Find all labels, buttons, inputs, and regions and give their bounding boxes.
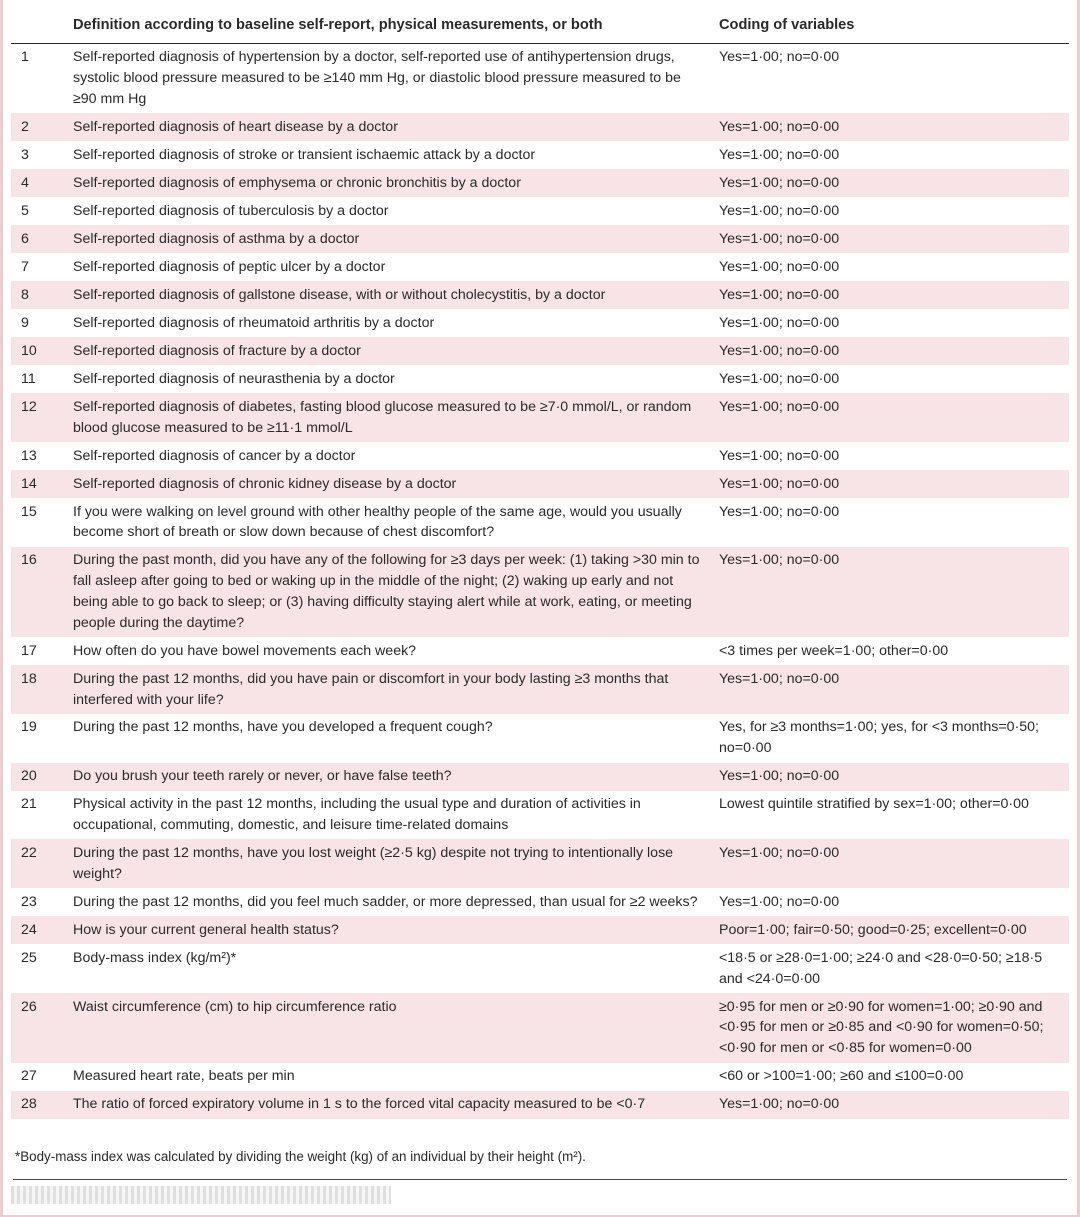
row-coding: Lowest quintile stratified by sex=1·00; other=0·00	[719, 796, 1029, 813]
row-definition: Self-reported diagnosis of gallstone disease, with or without cholecystitis, by a doctor	[67, 281, 713, 309]
row-number: 8	[11, 281, 67, 309]
row-number: 17	[21, 642, 37, 659]
row-definition: Self-reported diagnosis of diabetes, fasting blood glucose measured to be ≥7·0 mmol/L, or random blood glucose measured to be ≥11·1 mmol/L	[67, 393, 713, 442]
table-row	[11, 225, 1069, 253]
table-row	[11, 442, 1069, 470]
row-coding: Yes=1·00; no=0·00	[719, 314, 840, 331]
row-coding: Yes=1·00; no=0·00	[719, 370, 840, 387]
row-number: 23	[21, 893, 37, 910]
row-definition: How often do you have bowel movements each week?	[73, 642, 417, 659]
row-number: 15	[21, 503, 37, 520]
table-row	[11, 281, 1069, 309]
table-row	[11, 916, 1069, 944]
row-coding: <60 or >100=1·00; ≥60 and ≤100=0·00	[719, 1068, 964, 1085]
row-coding: Yes=1·00; no=0·00	[719, 503, 840, 520]
row-coding: Yes=1·00; no=0·00	[719, 146, 840, 163]
row-coding: Yes=1·00; no=0·00	[713, 281, 1069, 309]
row-number: 6	[11, 225, 67, 253]
row-number: 18	[11, 665, 67, 714]
row-definition: Self-reported diagnosis of heart disease by a doctor	[67, 113, 713, 141]
row-number: 26	[11, 993, 67, 1063]
row-number: 9	[21, 314, 29, 331]
row-coding: Yes=1·00; no=0·00	[719, 258, 840, 275]
row-number: 7	[21, 258, 29, 275]
row-coding: Yes=1·00; no=0·00	[719, 202, 840, 219]
row-definition: Self-reported diagnosis of asthma by a doctor	[67, 225, 713, 253]
table-row	[11, 337, 1069, 365]
table-row	[11, 309, 1069, 337]
table-row	[11, 993, 1069, 1063]
row-number: 11	[21, 370, 36, 387]
row-number: 4	[11, 169, 67, 197]
row-coding: Yes=1·00; no=0·00	[719, 447, 840, 464]
table-row	[11, 197, 1069, 225]
row-coding: Yes=1·00; no=0·00	[713, 547, 1069, 637]
row-coding: Yes=1·00; no=0·00	[713, 225, 1069, 253]
table-row	[11, 714, 1069, 763]
row-number: 22	[11, 839, 67, 888]
table-row	[11, 1091, 1069, 1119]
row-definition: Do you brush your teeth rarely or never, or have false teeth?	[67, 763, 713, 791]
row-coding: <3 times per week=1·00; other=0·00	[719, 642, 949, 659]
watermark-strip	[11, 1186, 391, 1204]
row-definition: Waist circumference (cm) to hip circumference ratio	[67, 993, 713, 1063]
row-coding: Yes=1·00; no=0·00	[713, 169, 1069, 197]
row-definition: Self-reported diagnosis of stroke or transient ischaemic attack by a doctor	[73, 146, 536, 163]
row-definition: Self-reported diagnosis of cancer by a doctor	[73, 447, 356, 464]
row-number: 20	[11, 763, 67, 791]
table-row	[11, 944, 1069, 993]
row-definition: The ratio of forced expiratory volume in 1 s to the forced vital capacity measured to be <0·7	[67, 1091, 713, 1119]
row-definition: How is your current general health status?	[67, 916, 713, 944]
row-number: 28	[11, 1091, 67, 1119]
table-row	[11, 547, 1069, 637]
table-row	[11, 763, 1069, 791]
table-row	[11, 43, 1069, 113]
row-number: 10	[11, 337, 67, 365]
row-coding: Yes=1·00; no=0·00	[713, 393, 1069, 442]
table-row	[11, 637, 1069, 665]
table-row	[11, 665, 1069, 714]
row-number: 14	[11, 470, 67, 498]
row-definition: During the past month, did you have any of the following for ≥3 days per week: (1) taking >30 min to fall asleep after going to bed or waking up in the middle of the night; (2) waking up early and not being able to go back to sleep; or (3) having difficulty staying alert while at work, eating, or meeting people during the daytime?	[67, 547, 713, 637]
row-definition: During the past 12 months, have you lost weight (≥2·5 kg) despite not trying to intentionally lose weight?	[67, 839, 713, 888]
table-body	[11, 43, 1069, 1118]
header-coding: Coding of variables	[713, 9, 1069, 43]
row-coding: Yes, for ≥3 months=1·00; yes, for <3 months=0·50; no=0·00	[719, 719, 1039, 757]
header-definition: Definition according to baseline self-report, physical measurements, or both	[67, 9, 713, 43]
row-coding: Poor=1·00; fair=0·50; good=0·25; excellent=0·00	[713, 916, 1069, 944]
table-row	[11, 113, 1069, 141]
row-definition: Self-reported diagnosis of neurasthenia by a doctor	[73, 370, 395, 387]
row-definition: Self-reported diagnosis of fracture by a doctor	[67, 337, 713, 365]
row-number: 19	[21, 719, 37, 736]
row-coding: Yes=1·00; no=0·00	[713, 839, 1069, 888]
row-number: 16	[11, 547, 67, 637]
row-definition: Self-reported diagnosis of tuberculosis by a doctor	[73, 202, 389, 219]
table-header	[11, 9, 1069, 43]
row-definition: Self-reported diagnosis of hypertension by a doctor, self-reported use of antihypertension drugs, systolic blood pressure measured to be ≥140 mm Hg, or diastolic blood pressure measured to be ≥90 mm Hg	[73, 49, 681, 107]
row-number: 27	[21, 1068, 37, 1085]
row-coding: Yes=1·00; no=0·00	[719, 49, 840, 66]
table-row	[11, 169, 1069, 197]
row-definition: During the past 12 months, did you feel much sadder, or more depressed, than usual for ≥2 weeks?	[73, 893, 698, 910]
table-row	[11, 365, 1069, 393]
table-row	[11, 791, 1069, 840]
row-coding: ≥0·95 for men or ≥0·90 for women=1·00; ≥0·90 and <0·95 for men or ≥0·85 and <0·90 for women=0·50; <0·90 for men or <0·85 for women=0·00	[713, 993, 1069, 1063]
table-row	[11, 141, 1069, 169]
row-number: 21	[21, 796, 37, 813]
row-definition: During the past 12 months, have you developed a frequent cough?	[73, 719, 493, 736]
row-number: 13	[21, 447, 37, 464]
row-definition: Self-reported diagnosis of emphysema or chronic bronchitis by a doctor	[67, 169, 713, 197]
row-coding: Yes=1·00; no=0·00	[719, 893, 840, 910]
header-row	[11, 9, 1069, 43]
row-number: 3	[21, 146, 29, 163]
row-definition: If you were walking on level ground with other healthy people of the same age, would you usually become short of breath or slow down because of chest discomfort?	[73, 503, 682, 541]
header-number	[11, 9, 67, 43]
row-definition: During the past 12 months, did you have pain or discomfort in your body lasting ≥3 months that interfered with your life?	[67, 665, 713, 714]
table-row	[11, 470, 1069, 498]
row-definition: Physical activity in the past 12 months, including the usual type and duration of activities in occupational, commuting, domestic, and leisure time-related domains	[73, 796, 641, 834]
row-number: 24	[11, 916, 67, 944]
row-coding: Yes=1·00; no=0·00	[713, 763, 1069, 791]
row-number: 12	[11, 393, 67, 442]
table-row	[11, 888, 1069, 916]
table-row	[11, 393, 1069, 442]
row-number: 5	[21, 202, 29, 219]
table-row	[11, 498, 1069, 547]
row-coding: <18·5 or ≥28·0=1·00; ≥24·0 and <28·0=0·50; ≥18·5 and <24·0=0·00	[719, 949, 1043, 987]
table-row	[11, 839, 1069, 888]
row-definition: Measured heart rate, beats per min	[73, 1068, 295, 1085]
row-number: 25	[21, 949, 37, 966]
row-definition: Self-reported diagnosis of rheumatoid arthritis by a doctor	[73, 314, 435, 331]
row-number: 1	[21, 49, 29, 66]
row-definition: Self-reported diagnosis of chronic kidney disease by a doctor	[67, 470, 713, 498]
row-definition: Body-mass index (kg/m²)*	[73, 949, 237, 966]
row-definition: Self-reported diagnosis of peptic ulcer by a doctor	[73, 258, 386, 275]
row-coding: Yes=1·00; no=0·00	[713, 470, 1069, 498]
footer-divider	[13, 1179, 1067, 1180]
row-number: 2	[11, 113, 67, 141]
table-footnote: *Body-mass index was calculated by dividing the weight (kg) of an individual by their height (m²).	[15, 1149, 586, 1164]
table-row	[11, 1063, 1069, 1091]
variables-table	[11, 9, 1069, 1119]
row-coding: Yes=1·00; no=0·00	[713, 1091, 1069, 1119]
row-coding: Yes=1·00; no=0·00	[713, 665, 1069, 714]
table-row	[11, 253, 1069, 281]
row-coding: Yes=1·00; no=0·00	[713, 337, 1069, 365]
row-coding: Yes=1·00; no=0·00	[713, 113, 1069, 141]
